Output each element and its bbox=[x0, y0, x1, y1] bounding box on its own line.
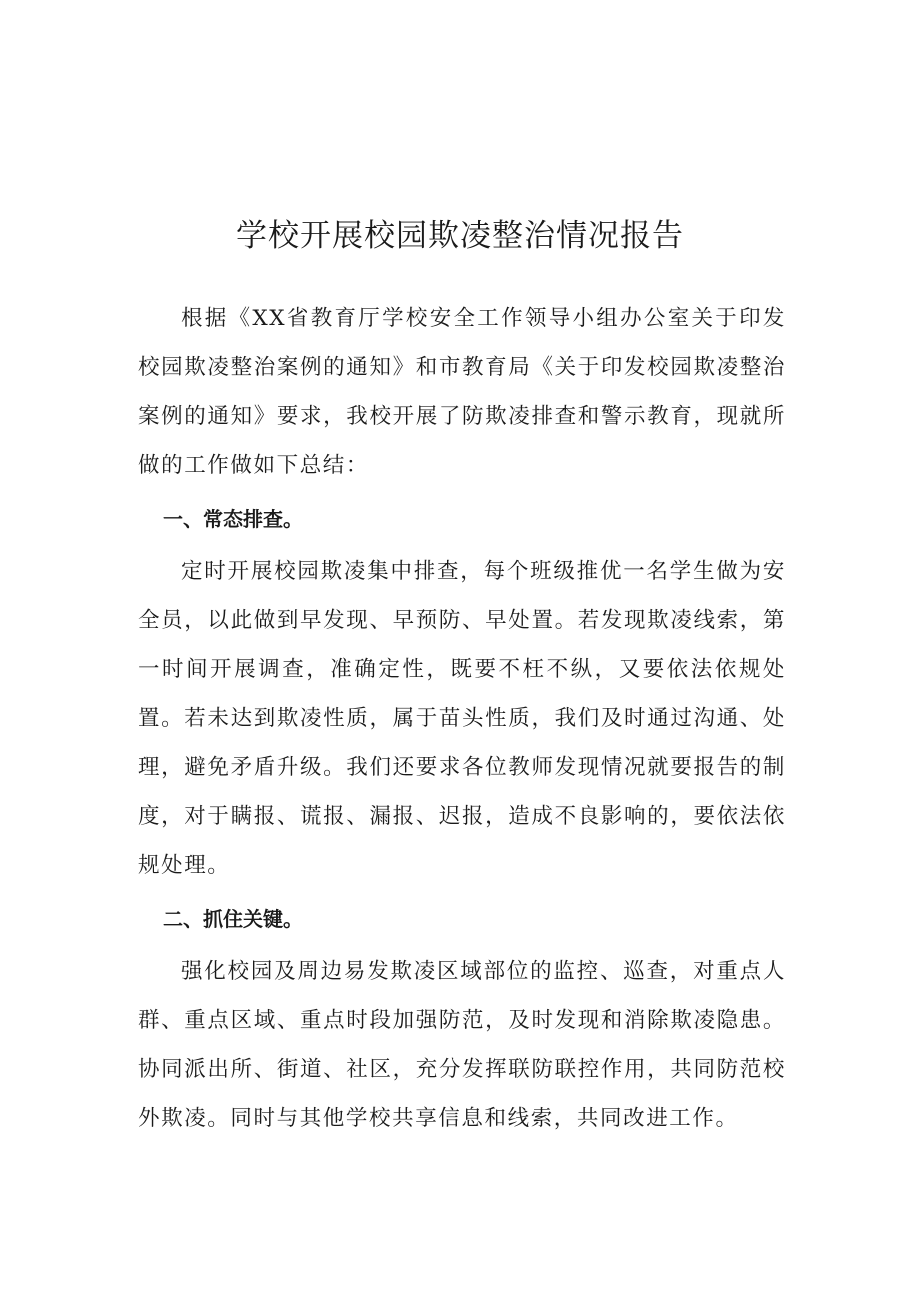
section-body-1: 定时开展校园欺凌集中排查，每个班级推优一名学生做为安全员，以此做到早发现、早预防、早处置。若发现欺凌线索，第一时间开展调查，准确定性，既要不枉不纵，又要依法依规处置。若未达到欺凌性质，属于苗头性质，我们及时通过沟通、处理，避免矛盾升级。我们还要求各位教师发现情况就要报告的制度，对于瞒报、谎报、漏报、迟报，造成不良影响的，要依法依规处理。 bbox=[138, 559, 786, 878]
section-body-2: 强化校园及周边易发欺凌区域部位的监控、巡查，对重点人群、重点区域、重点时段加强防范，及时发现和消除欺凌隐患。协同派出所、街道、社区，充分发挥联防联控作用，共同防范校外欺凌。同时与其他学校共享信息和线索，共同改进工作。 bbox=[138, 959, 786, 1131]
intro-paragraph: 根据《XX省教育厅学校安全工作领导小组办公室关于印发校园欺凌整治案例的通知》和市教育局《关于印发校园欺凌整治案例的通知》要求，我校开展了防欺凌排查和警示教育，现就所做的工作做如下总结： bbox=[138, 306, 786, 478]
document-title: 学校开展校园欺凌整治情况报告 bbox=[236, 218, 684, 254]
section-heading-2: 二、抓住关键。 bbox=[163, 907, 303, 931]
section-heading-1: 一、常态排查。 bbox=[163, 507, 303, 531]
document-body bbox=[138, 294, 786, 1143]
